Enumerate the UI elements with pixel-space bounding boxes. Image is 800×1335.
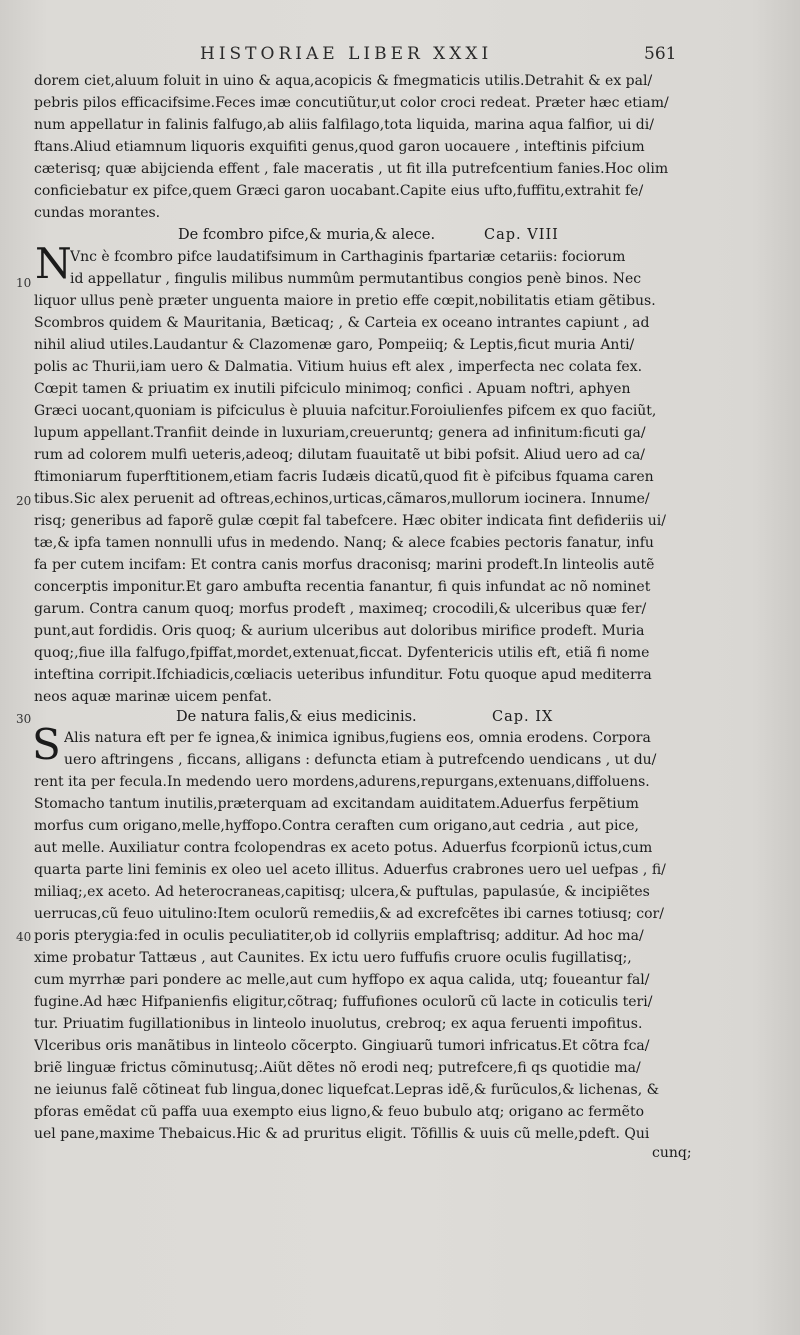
text-line: garum. Contra canum quoq; morfus prodeft , maximeq; crocodili,& ulceribus quæ fer/ — [34, 601, 647, 617]
text-line: conficiebatur ex pifce,quem Græci garon uocabant.Capite eius ufto,fuffitu,extrahit fe/ — [34, 183, 644, 199]
drop-capital: S — [32, 720, 61, 769]
text-line: punt,aut fordidis. Oris quoq; & aurium ulceribus aut doloribus mirifice prodeft. Muria — [34, 623, 645, 639]
text-line: uel pane,maxime Thebaicus.Hic & ad pruritus eligit. Tõfillis & uuis cũ melle,pdeft. Qui — [34, 1126, 650, 1142]
text-line: neos aquæ marinæ uicem penfat. — [34, 689, 272, 705]
text-line: cæterisq; quæ abijcienda effent , fale maceratis , ut fit illa putrefcentium fanies.Hoc olim — [34, 161, 669, 177]
text-line: ne ieiunus falẽ cõtineat fub lingua,donec liquefcat.Lepras idẽ,& furũculos,& lichenas, & — [34, 1082, 660, 1098]
chapter-heading: De fcombro pifce,& muria,& alece. — [178, 227, 436, 243]
text-line: ftans.Aliud etiamnum liquoris exquifiti genus,quod garon uocauere , inteftinis pifcium — [34, 139, 645, 155]
text-line: fugine.Ad hæc Hifpanienfis eligitur,cõtraq; fuffufiones oculorũ cũ lacte in coticulis teri/ — [34, 994, 653, 1010]
text-line: Cœpit tamen & priuatim ex inutili pifciculo minimoq; confici . Apuam noftri, aphyen — [34, 381, 631, 397]
text-line: uero aftringens , ficcans, alligans : defuncta etiam à putrefcendo uendicans , ut du/ — [64, 752, 657, 768]
text-line: pebris pilos efficacifsime.Feces imæ concutiũtur,ut color croci redeat. Præter hæc etiam/ — [34, 95, 669, 111]
text-line: uerrucas,cũ feuo uitulino:Item oculorũ remediis,& ad excrefcẽtes ibi carnes totiusq; cor/ — [34, 906, 664, 922]
text-line: tur. Priuatim fugillationibus in linteolo inuolutus, crebroq; ex aqua feruenti impofitus. — [34, 1016, 643, 1032]
running-head: HISTORIAE LIBER XXXI — [200, 44, 493, 64]
text-line: morfus cum origano,melle,hyffopo.Contra ceraften cum origano,aut cedria , aut pice, — [34, 818, 639, 834]
chapter-heading: De natura falis,& eius medicinis. — [176, 709, 417, 725]
chapter-number: Cap. IX — [492, 709, 554, 725]
text-line: rent ita per fecula.In medendo uero mordens,adurens,repurgans,extenuans,diffoluens. — [34, 774, 650, 790]
text-line: quarta parte lini feminis ex oleo uel aceto illitus. Aduerfus crabrones uero uel uefpas , fi/ — [34, 862, 666, 878]
page-number: 561 — [644, 44, 677, 64]
text-line: pforas emẽdat cũ paffa uua exempto eius ligno,& feuo bubulo atq; origano ac fermẽto — [34, 1104, 645, 1120]
text-line: concerptis imponitur.Et garo ambufta recentia fanantur, fi quis infundat ac nõ nominet — [34, 579, 651, 595]
catchword: cunq; — [652, 1145, 692, 1161]
drop-capital: N — [35, 239, 72, 288]
text-line: inteftina corripit.Ifchiadicis,cœliacis ueteribus infunditur. Fotu quoque apud mediterra — [34, 667, 652, 683]
text-line: risq; generibus ad faporẽ gulæ cœpit fal tabefcere. Hæc obiter indicata fint defideriis ui/ — [34, 513, 666, 529]
text-line: poris pterygia:fed in oculis peculiatiter,ob id collyriis emplaftrisq; additur. Ad hoc ma/ — [34, 928, 644, 944]
text-line: Stomacho tantum inutilis,præterquam ad excitandam auiditatem.Aduerfus ferpẽtium — [34, 796, 639, 812]
margin-line-number: 20 — [16, 494, 32, 508]
text-line: miliaq;,ex aceto. Ad heterocraneas,capitisq; ulcera,& puftulas, papulasúe, & incipiẽtes — [34, 884, 650, 900]
text-line: Vlceribus oris manãtibus in linteolo cõcerpto. Gingiuarũ tumori infricatus.Et cõtra fca/ — [34, 1038, 650, 1054]
text-line: id appellatur , fingulis milibus nummûm permutantibus congios penè binos. Nec — [70, 271, 642, 287]
text-line: Scombros quidem & Mauritania, Bæticaq; , & Carteia ex oceano intrantes capiunt , ad — [34, 315, 650, 331]
text-line: dorem ciet,aluum foluit in uino & aqua,acopicis & fmegmaticis utilis.Detrahit & ex pal/ — [34, 73, 653, 89]
text-line: nihil aliud utiles.Laudantur & Clazomenæ garo, Pompeiiq; & Leptis,ficut muria Anti/ — [34, 337, 635, 353]
text-line: lupum appellant.Tranfiit deinde in luxuriam,creueruntq; genera ad infinitum:ficuti ga/ — [34, 425, 646, 441]
text-line: Vnc è fcombro pifce laudatifsimum in Carthaginis fpartariæ cetariis: fociorum — [70, 249, 626, 265]
text-line: num appellatur in falinis falfugo,ab aliis falfilago,tota liquida, marina aqua falfior, ui di/ — [34, 117, 654, 133]
text-line: polis ac Thurii,iam uero & Dalmatia. Vitium huius eft alex , imperfecta nec colata fex. — [34, 359, 643, 375]
text-line: quoq;,fiue illa falfugo,fpiffat,mordet,extenuat,ficcat. Dyfentericis utilis eft, etiã fi nome — [34, 645, 650, 661]
text-line: ftimoniarum fuperftitionem,etiam facris Iudæis dicatũ,quod fit è pifcibus fquama caren — [34, 469, 654, 485]
margin-line-number: 30 — [16, 712, 32, 726]
text-line: briẽ linguæ frictus cõminutusq;.Aiũt dẽtes nõ erodi neq; putrefcere,fi qs quotidie ma/ — [34, 1060, 641, 1076]
margin-line-number: 40 — [16, 930, 32, 944]
text-line: Græci uocant,quoniam is pifciculus è pluuia nafcitur.Foroiulienfes pifcem ex quo faciũt, — [34, 403, 657, 419]
margin-line-number: 10 — [16, 276, 32, 290]
text-line: Alis natura eft per fe ignea,& inimica ignibus,fugiens eos, omnia erodens. Corpora — [64, 730, 651, 746]
text-line: xime probatur Tattæus , aut Caunites. Ex ictu uero fuffufis cruore oculis fugillatisq;, — [34, 950, 632, 966]
text-line: fa per cutem incifam: Et contra canis morfus draconisq; marini prodeft.In linteolis autẽ — [34, 557, 655, 573]
text-line: aut melle. Auxiliatur contra fcolopendras ex aceto potus. Aduerfus fcorpionũ ictus,cum — [34, 840, 653, 856]
text-line: cundas morantes. — [34, 205, 161, 221]
text-line: rum ad colorem mulfi ueteris,adeoq; dilutam fuauitatẽ ut bibi pofsit. Aliud uero ad ca/ — [34, 447, 646, 463]
chapter-number: Cap. VIII — [484, 227, 559, 243]
text-line: liquor ullus penè præter unguenta maiore in pretio effe cœpit,nobilitatis etiam gẽtibus. — [34, 293, 656, 309]
text-line: tæ,& ipfa tamen nonnulli ufus in medendo. Nanq; & alece fcabies pectoris fanatur, infu — [34, 535, 654, 551]
text-line: tibus.Sic alex peruenit ad oftreas,echinos,urticas,cãmaros,mullorum iocinera. Innume/ — [34, 491, 650, 507]
text-line: cum myrrhæ pari pondere ac melle,aut cum hyffopo ex aqua calida, utq; foueantur fal/ — [34, 972, 650, 988]
